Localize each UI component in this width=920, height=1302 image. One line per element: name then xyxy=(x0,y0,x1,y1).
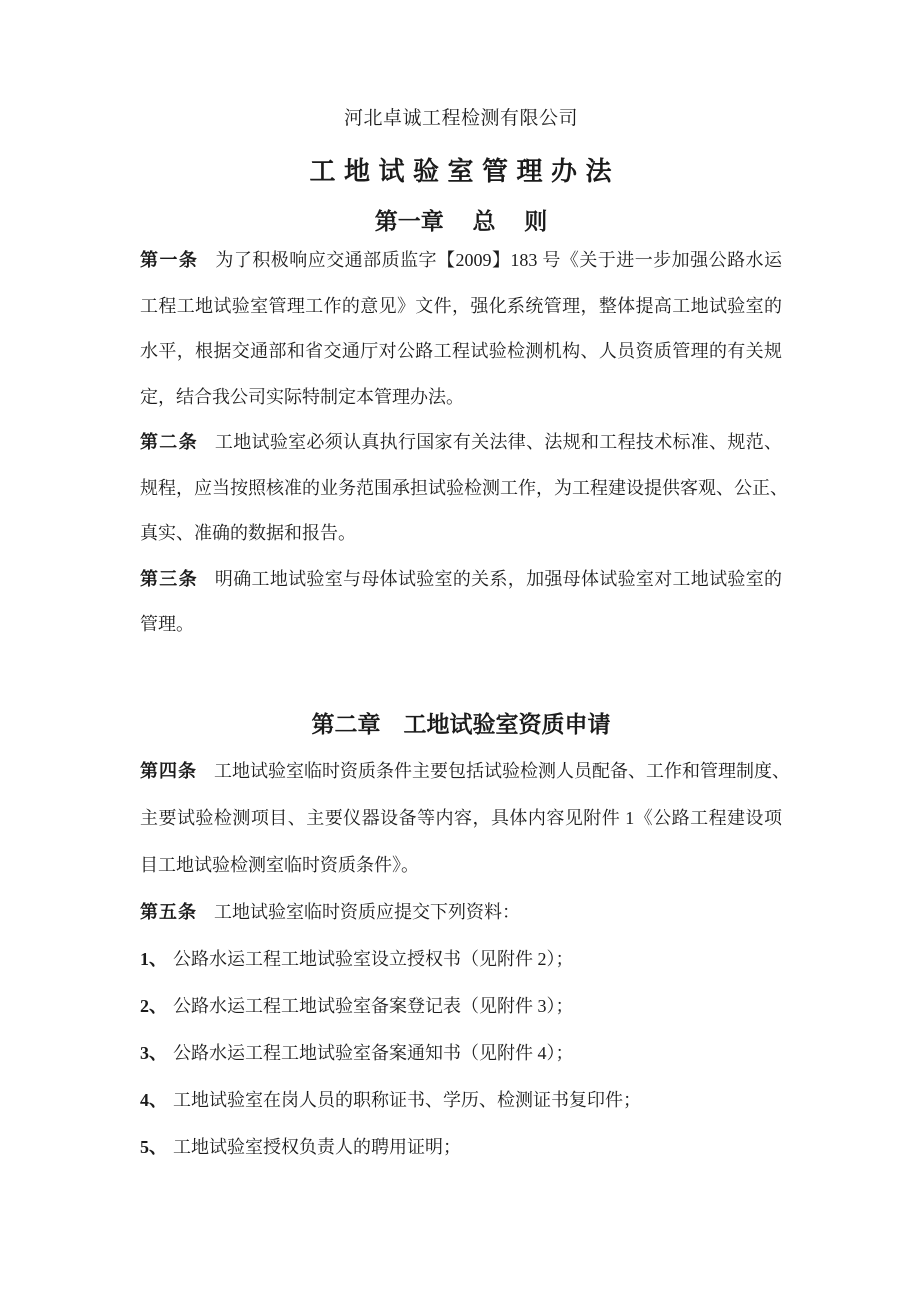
article-5-text: 工地试验室临时资质应提交下列资料： xyxy=(214,901,520,922)
chapter-1-heading: 第一章 总 则 xyxy=(374,209,548,234)
chapter-2-body xyxy=(140,748,790,1171)
list-item-2-number: 2、 xyxy=(140,995,167,1016)
list-item-2-text: 公路水运工程工地试验室备案登记表（见附件 3）； xyxy=(173,995,574,1016)
article-4-line-2: 主要试验检测项目、主要仪器设备等内容，具体内容见附件 1《公路工程建设项 xyxy=(140,807,782,828)
article-3-label: 第三条 xyxy=(140,568,198,589)
article-2 xyxy=(140,420,788,557)
list-item-1 xyxy=(140,936,782,983)
article-2-line-1 xyxy=(140,420,782,466)
article-5-label: 第五条 xyxy=(140,901,197,922)
article-2-line-2: 规程，应当按照核准的业务范围承担试验检测工作，为工程建设提供客观、公正、 xyxy=(140,477,788,498)
article-1-line-1 xyxy=(140,238,782,284)
company-name: 河北卓诚工程检测有限公司 xyxy=(343,108,578,129)
article-4-label: 第四条 xyxy=(140,760,197,781)
list-item-4-text: 工地试验室在岗人员的职称证书、学历、检测证书复印件； xyxy=(173,1089,641,1110)
list-item-3 xyxy=(140,1030,782,1077)
article-5 xyxy=(140,889,782,936)
article-3-line-2: 管理。 xyxy=(140,614,194,634)
article-2-text: 工地试验室必须认真执行国家有关法律、法规和工程技术标准、规范、 xyxy=(214,432,783,452)
list-item-5-number: 5、 xyxy=(140,1136,167,1157)
list-item-1-text: 公路水运工程工地试验室设立授权书（见附件 2）； xyxy=(173,948,574,969)
article-1-line-4: 定，结合我公司实际特制定本管理办法。 xyxy=(140,386,464,407)
list-item-5 xyxy=(140,1124,782,1171)
document-title: 工 地 试 验 室 管 理 办 法 xyxy=(309,157,613,186)
list-item-5-text: 工地试验室授权负责人的聘用证明； xyxy=(173,1136,461,1157)
list-item-4-number: 4、 xyxy=(140,1089,167,1110)
list-item-4 xyxy=(140,1077,782,1124)
list-item-1-number: 1、 xyxy=(140,948,167,969)
article-2-line-3: 真实、准确的数据和报告。 xyxy=(140,523,356,543)
article-4-text: 工地试验室临时资质条件主要包括试验检测人员配备、工作和管理制度、 xyxy=(214,760,790,781)
article-1-line-2: 工程工地试验室管理工作的意见》文件，强化系统管理，整体提高工地试验室的 xyxy=(140,295,782,316)
chapter-2-heading: 第二章 工地试验室资质申请 xyxy=(311,711,611,737)
article-4-line-3: 目工地试验检测室临时资质条件》。 xyxy=(140,854,419,875)
article-1-line-3: 水平，根据交通部和省交通厅对公路工程试验检测机构、人员资质管理的有关规 xyxy=(140,341,782,361)
list-item-3-text: 公路水运工程工地试验室备案通知书（见附件 4）； xyxy=(173,1042,574,1063)
chapter-1-body xyxy=(140,238,788,648)
article-3 xyxy=(140,557,782,648)
article-4 xyxy=(140,748,790,889)
article-2-label: 第二条 xyxy=(140,432,198,452)
article-1-label: 第一条 xyxy=(140,250,199,270)
article-3-line-1 xyxy=(140,557,782,603)
list-item-3-number: 3、 xyxy=(140,1042,167,1063)
article-1-text: 为了积极响应交通部质监字【2009】183 号《关于进一步加强公路水运 xyxy=(215,250,783,270)
article-1 xyxy=(140,238,782,420)
attachment-list xyxy=(140,936,782,1171)
article-5-line-1 xyxy=(140,889,782,936)
article-3-text: 明确工地试验室与母体试验室的关系，加强母体试验室对工地试验室的 xyxy=(214,568,783,589)
article-4-line-1 xyxy=(140,748,790,795)
list-item-2 xyxy=(140,983,782,1030)
